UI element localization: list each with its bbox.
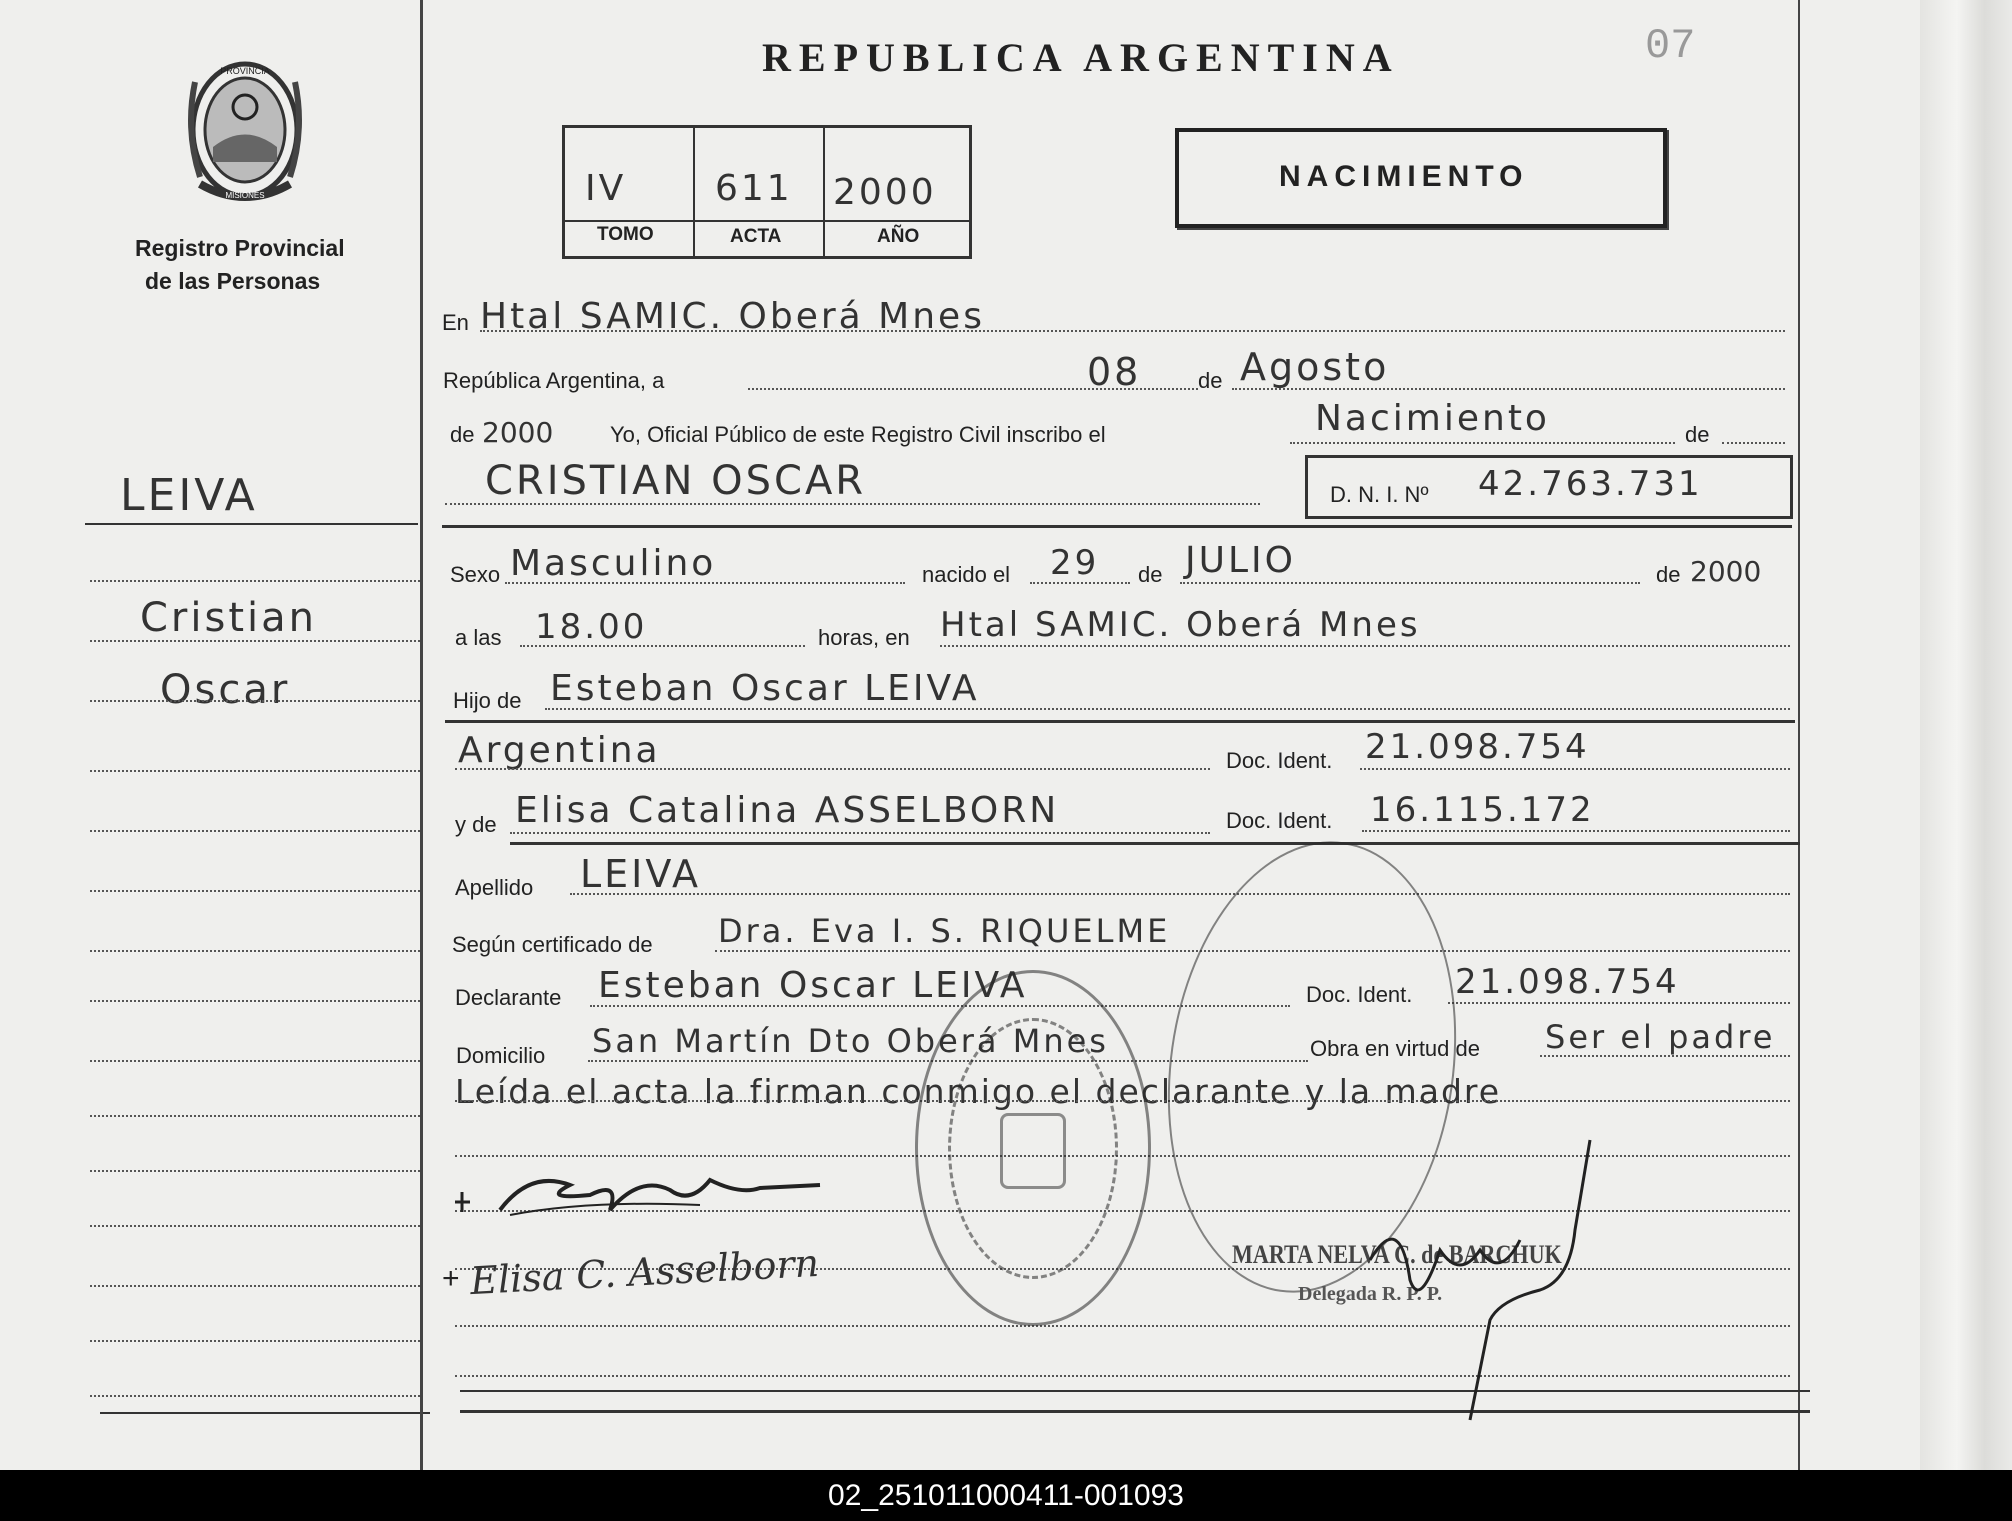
sidebar-line: [90, 1115, 420, 1117]
father-nationality: Argentina: [458, 730, 661, 771]
sidebar-line: [90, 1000, 420, 1002]
record-box: [562, 125, 972, 259]
doc-type-box: [1175, 128, 1667, 228]
en-value: Htal SAMIC. Oberá Mnes: [480, 296, 985, 337]
declarante-doc-line: [1448, 1002, 1790, 1004]
sidebar-line: [90, 1225, 420, 1227]
sexo-value: Masculino: [510, 543, 717, 584]
segun-label: Según certificado de: [452, 932, 653, 957]
name-line: [445, 503, 1260, 505]
page-title: REPUBLICA ARGENTINA: [762, 35, 1400, 80]
segun-value: Dra. Eva I. S. RIQUELME: [718, 912, 1171, 950]
father-name: Esteban Oscar LEIVA: [550, 668, 980, 709]
de-line-3: [1722, 442, 1785, 444]
de-label-2: de: [450, 422, 475, 447]
declarante-label: Declarante: [455, 985, 562, 1010]
birth-day-line: [1030, 582, 1130, 584]
mother-name: Elisa Catalina ASSELBORN: [515, 790, 1060, 831]
sidebar-bottom-rule: [100, 1412, 430, 1414]
father-doc-label: Doc. Ident.: [1226, 748, 1333, 773]
sidebar-line: [90, 770, 420, 772]
svg-text:MISIONES: MISIONES: [225, 191, 265, 200]
declarante-value: Esteban Oscar LEIVA: [598, 965, 1028, 1006]
nacido-label: nacido el: [922, 562, 1011, 587]
a-las-label: a las: [455, 625, 502, 650]
page-number: 07: [1645, 22, 1696, 70]
y-de-label: y de: [455, 812, 497, 837]
closing-text: Leída el acta la firman conmigo el declarante y la madre: [455, 1072, 1502, 1111]
svg-text:PROVINCIA: PROVINCIA: [220, 66, 270, 76]
mother-line: [510, 832, 1210, 834]
horas-label: horas, en: [818, 625, 910, 650]
father-rule: [445, 720, 1795, 723]
dni-value: 42.763.731: [1478, 464, 1703, 504]
father-line: [545, 708, 1790, 710]
anio-label: AÑO: [877, 226, 920, 247]
de-label-1: de: [1198, 368, 1223, 393]
sidebar-line: [90, 1285, 420, 1287]
sexo-label: Sexo: [450, 562, 501, 587]
registry-line1: Registro Provincial: [135, 235, 345, 261]
domicilio-label: Domicilio: [456, 1043, 546, 1068]
anio-value: 2000: [833, 172, 937, 213]
domicilio-value: San Martín Dto Oberá Mnes: [592, 1022, 1109, 1060]
name-value: CRISTIAN OSCAR: [485, 458, 867, 504]
doc-type-label: NACIMIENTO: [1279, 160, 1529, 193]
republica-label: República Argentina, a: [443, 368, 665, 393]
year-value: 2000: [482, 416, 554, 449]
birth-year: 2000: [1690, 555, 1762, 588]
column-divider: [420, 0, 423, 1470]
birth-place: Htal SAMIC. Oberá Mnes: [940, 605, 1421, 645]
sidebar-line: [90, 1060, 420, 1062]
right-edge-line: [1798, 0, 1800, 1470]
dni-box: [1305, 455, 1793, 519]
de-label-3: de: [1685, 422, 1710, 447]
father-doc-line: [1360, 768, 1790, 770]
tomo-value: IV: [585, 168, 627, 209]
sidebar-line: [90, 890, 420, 892]
adjacent-pages-edge: [1920, 0, 2012, 1470]
sexo-line: [505, 582, 905, 584]
apellido-value: LEIVA: [580, 852, 701, 896]
mother-doc-label: Doc. Ident.: [1226, 808, 1333, 833]
sidebar-line: [90, 1170, 420, 1172]
name-rule: [442, 525, 1792, 528]
tomo-label: TOMO: [597, 224, 654, 245]
sidebar-line: [90, 580, 420, 582]
official-name: MARTA NELVA C. de BARCHUK: [1232, 1240, 1562, 1269]
de-label-4: de: [1138, 562, 1163, 587]
birth-month: JULIO: [1185, 540, 1296, 581]
official-signature: [1340, 1130, 1620, 1430]
sidebar-line: [90, 700, 420, 702]
day-value: 08: [1087, 350, 1142, 394]
month-value: Agosto: [1240, 345, 1390, 389]
inscribo-value: Nacimiento: [1315, 398, 1550, 439]
birth-day: 29: [1050, 543, 1100, 583]
mother-doc: 16.115.172: [1370, 790, 1595, 830]
mother-doc-line: [1362, 830, 1790, 832]
apellido-line: [570, 893, 1790, 895]
registry-line2: de las Personas: [145, 268, 321, 294]
father-doc: 21.098.754: [1365, 727, 1590, 767]
dni-label: D. N. I. Nº: [1330, 482, 1429, 507]
de-label-5: de: [1656, 562, 1681, 587]
en-label: En: [442, 310, 469, 335]
official-title: Delegada R. P. P.: [1298, 1283, 1443, 1305]
file-id-footer: 02_251011000411-001093: [0, 1470, 2012, 1521]
sidebar-line: [90, 1340, 420, 1342]
yo-label: Yo, Oficial Público de este Registro Civil inscribo el: [610, 422, 1106, 447]
provincial-seal: [175, 52, 315, 207]
sidebar-rule: [85, 523, 418, 525]
declarante-doc: 21.098.754: [1455, 962, 1680, 1002]
obra-label: Obra en virtud de: [1310, 1036, 1480, 1061]
hour-value: 18.00: [535, 607, 648, 647]
sidebar-given-line1: Cristian: [140, 595, 317, 641]
sidebar-line: [90, 950, 420, 952]
sidebar-line: [90, 830, 420, 832]
father-signature: [440, 1160, 840, 1230]
obra-value: Ser el padre: [1545, 1018, 1776, 1056]
acta-value: 611: [715, 168, 793, 209]
sidebar-surname: LEIVA: [120, 470, 258, 521]
birth-place-line: [940, 645, 1790, 647]
sidebar-line: [90, 640, 420, 642]
apellido-label: Apellido: [455, 875, 534, 900]
nationality-line: [455, 768, 1210, 770]
declarante-doc-label: Doc. Ident.: [1306, 982, 1413, 1007]
hour-line: [520, 645, 805, 647]
round-stamp: [915, 970, 1151, 1326]
mother-signature: Elisa C. Asselborn: [469, 1240, 821, 1304]
sidebar-line: [90, 1395, 420, 1397]
acta-label: ACTA: [730, 226, 782, 247]
sidebar-given-line2: Oscar: [160, 667, 291, 713]
birth-month-line: [1180, 582, 1640, 584]
obra-line: [1540, 1055, 1790, 1057]
mother-rule: [510, 842, 1800, 845]
hijo-label: Hijo de: [453, 688, 522, 713]
inscribo-line: [1290, 442, 1675, 444]
mother-signature-mark: +: [442, 1262, 460, 1295]
